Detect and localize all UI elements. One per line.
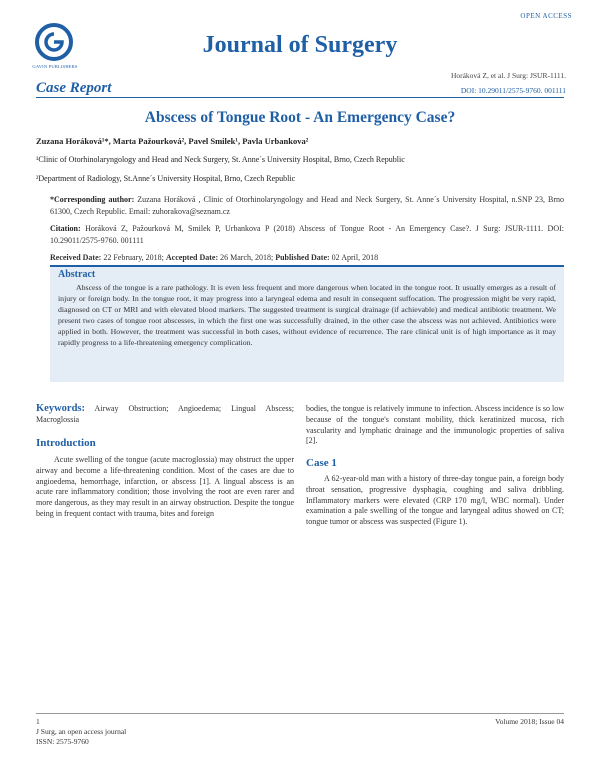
corresponding-text: Zuzana Horáková , Clinic of Otorhinolaryngology and Head and Neck Surgery, St. Anne´s University Hospital, n.SNP 23, Brno 61300, Czech Republic. Email: zuhorakova@seznam.cz <box>50 195 565 216</box>
header-doi[interactable]: DOI: 10.29011/2575-9760. 001111 <box>460 86 566 95</box>
footer-issn: ISSN: 2575-9760 <box>36 737 89 746</box>
page-number: 1 <box>36 717 40 726</box>
footer-journal: J Surg, an open access journal <box>36 727 127 736</box>
article-type: Case Report <box>36 80 112 96</box>
keywords-text: Airway Obstruction; Angioedema; Lingual Abscess; Macroglossia <box>36 404 294 424</box>
introduction-text: Acute swelling of the tongue (acute macroglossia) may obstruct the upper airway and become a life-threatening condition. Most of the cases are due to angioedema, hemorrhage, infarction, or abscess [1]. A lingual abscess is an acute rare inflammatory condition; those involving the root are even rarer and more dangerous, as they may result in an airway obstruction. Despite the tongue being in frequent contact with trauma, bites and foreign <box>36 455 294 518</box>
affiliation-1: ¹Clinic of Otorhinolaryngology and Head and Neck Surgery, St. Anne´s University Hospital, Brno, Czech Republic <box>36 155 405 164</box>
open-access-badge: OPEN ACCESS <box>520 12 572 20</box>
journal-title: Journal of Surgery <box>202 32 398 58</box>
case1-heading: Case 1 <box>306 457 337 469</box>
header-citation: Horáková Z, et al. J Surg: JSUR-1111. <box>450 71 566 80</box>
introduction-continued: bodies, the tongue is relatively immune to infection. Abscess incidence is so low because of the tongue's constant mobility, thick keratinized mucosa, rich vascularity and lymphatic drainage and the immunologic properties of saliva [2]. <box>306 404 564 446</box>
published-label: Published Date: <box>275 253 330 262</box>
citation-label: Citation: <box>50 224 81 233</box>
footer-divider <box>36 713 564 714</box>
received-label: Received Date: <box>50 253 102 262</box>
case1-text: A 62-year-old man with a history of three-day tongue pain, a foreign body throat sensation, progressive dysphagia, coughing and saliva dribbling. Inflammatory markers were elevated (CRP 170 mg/l, WBC normal). Under examination a pale swelling of the tongue and laryngeal aditus showed on CT; tongue tumor or abscess was suspected (Figure 1). <box>306 474 564 527</box>
received-value: 22 February, 2018; <box>101 253 166 262</box>
paper-title: Abscess of Tongue Root - An Emergency Case? <box>144 109 456 126</box>
abstract-text: Abscess of the tongue is a rare pathology. It is even less frequent and more dangerous when located in the tongue root. It usually emerges as a result of injury or foreign body. In the tongue root, it may progress into a laryngeal edema and result in consequent suffocation. The progression might be very rapid, diagnosed on CT or MRI and with elevated blood markers. The suggested treatment is surgical drainage (if achievable) and medical antibiotic treatment. We present two cases of tongue root abscesses, in which the first one was successfully drained, in the other case the abscess was not achieved. Antibiotics were applied in both. However, the treatment was successful in both cases, without evidence of recurrence. The rare clinical unit is of high importance as it may rapidly progress to a life-threatening emergency complication. <box>58 283 556 347</box>
affiliation-2: ²Department of Radiology, St.Anne´s University Hospital, Brno, Czech Republic <box>36 174 296 183</box>
corresponding-author <box>50 194 564 218</box>
citation <box>50 223 564 247</box>
volume-issue: Volume 2018; Issue 04 <box>495 717 564 726</box>
abstract-heading: Abstract <box>58 269 96 280</box>
keywords-label: Keywords: <box>36 403 85 414</box>
corresponding-label: *Corresponding author: <box>50 195 135 204</box>
accepted-value: 26 March, 2018; <box>218 253 276 262</box>
accepted-label: Accepted Date: <box>165 253 219 262</box>
citation-text: Horáková Z, Pažourková M, Smilek P, Urbankova P (2018) Abscess of Tongue Root - An Emergency Case?. J Surg: JSUR-1111. DOI: 10.29011/2575-9760. 001111 <box>50 224 564 245</box>
publisher-logo-text: GAVIN PUBLISHERS <box>32 64 78 69</box>
article-dates <box>50 253 378 262</box>
published-value: 02 April, 2018 <box>329 253 379 262</box>
keywords <box>36 404 294 426</box>
header-divider <box>36 97 564 98</box>
introduction-heading: Introduction <box>36 437 96 449</box>
author-list: Zuzana Horáková¹*, Marta Pažourková², Pavel Smilek¹, Pavla Urbankova² <box>36 136 309 146</box>
